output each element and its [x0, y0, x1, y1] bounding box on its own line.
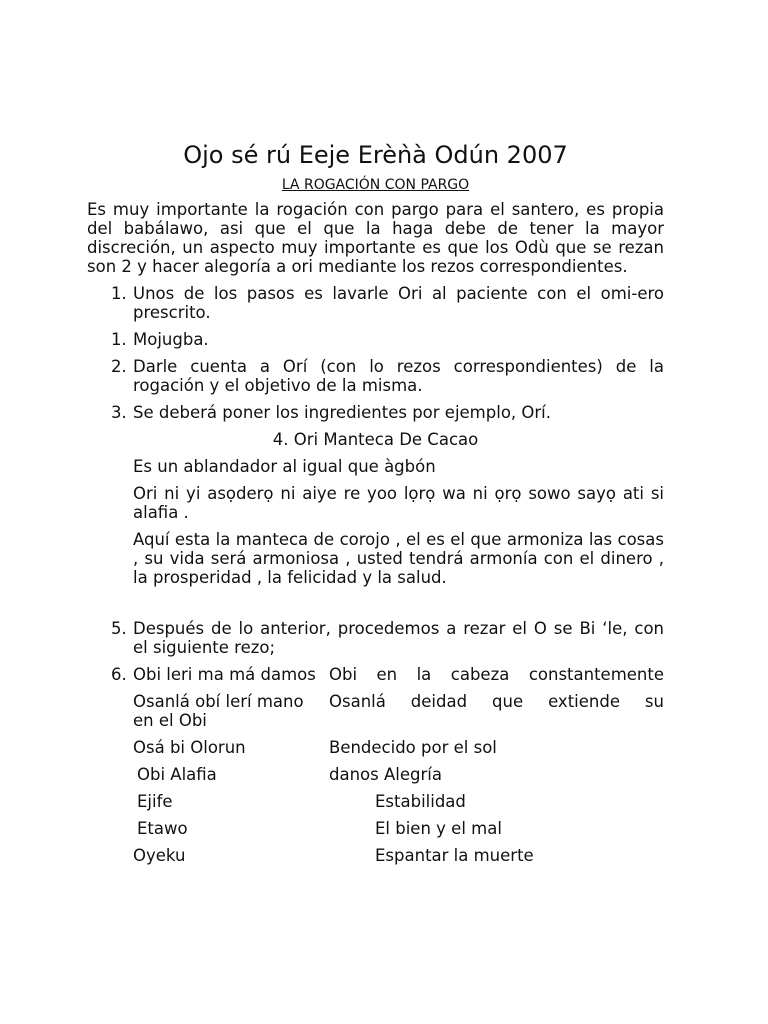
list-text: Darle cuenta a Orí (con lo rezos correspondientes) de la rogación y el objetivo de la misma. [133, 357, 664, 395]
prayer-spanish: Obi en la cabeza constantemente [329, 665, 664, 684]
list-number: 3. [111, 403, 127, 422]
prayer-row [87, 792, 664, 811]
list-item [87, 357, 664, 395]
prayer-row [87, 692, 664, 730]
document-page [87, 140, 664, 873]
intro-paragraph: Es muy importante la rogación con pargo para el santero, es propia del babálawo, asi que el que la haga debe de tener la mayor discreción, un aspecto muy importante es que los Odù que se rezan son 2 y hacer alegoría a ori mediante los rezos correspondientes. [87, 200, 664, 276]
prayer-yoruba: Ejife [137, 792, 173, 811]
prayer-row [87, 765, 664, 784]
prayer-spanish: El bien y el mal [375, 819, 502, 838]
list-text: Se deberá poner los ingredientes por ejemplo, Orí. [133, 403, 552, 422]
list-number: 2. [111, 357, 127, 376]
list-number: 6. [111, 665, 127, 684]
section-subtitle: LA ROGACIÓN CON PARGO [281, 177, 470, 193]
body-paragraph: Aquí esta la manteca de corojo , el es el que armoniza las cosas , su vida será armoniosa , usted tendrá armonía con el dinero , la prosperidad , la felicidad y la salud. [133, 530, 664, 587]
body-paragraph: Es un ablandador al igual que àgbón [133, 457, 436, 476]
prayer-yoruba: Osá bi Olorun [133, 738, 246, 757]
prayer-spanish: danos Alegría [329, 765, 442, 784]
prayer-yoruba: Obi Alafia [137, 765, 217, 784]
prayer-yoruba: Etawo [137, 819, 188, 838]
prayer-spanish: Espantar la muerte [375, 846, 534, 865]
prayer-spanish: Bendecido por el sol [329, 738, 497, 757]
list-item [87, 330, 664, 349]
list-item [87, 619, 664, 657]
item-four-heading: 4. Ori Manteca De Cacao [272, 430, 479, 449]
list-number: 5. [111, 619, 127, 638]
prayer-yoruba: Osanlá obí lerí mano en el Obi [133, 692, 304, 730]
prayer-yoruba: Obi leri ma má damos [133, 665, 316, 684]
list-item [87, 403, 664, 422]
page-title: Ojo sé rú Eeje Erèǹà Odún 2007 [183, 141, 568, 169]
body-paragraph: Ori ni yi asọderọ ni aiye re yoo lọrọ wa ni ọrọ sowo sayọ ati si alafia . [133, 484, 664, 522]
prayer-spanish: Estabilidad [375, 792, 466, 811]
prayer-row [87, 819, 664, 838]
prayer-row [87, 846, 664, 865]
list-item [87, 284, 664, 322]
prayer-spanish: Osanlá deidad que extiende su [329, 692, 664, 711]
list-number: 1. [111, 284, 127, 303]
prayer-yoruba: Oyeku [133, 846, 186, 865]
prayer-row [87, 665, 664, 684]
list-text: Después de lo anterior, procedemos a rezar el O se Bi ‘le, con el siguiente rezo; [133, 619, 664, 657]
list-text: Mojugba. [133, 330, 209, 349]
prayer-row [87, 738, 664, 757]
list-number: 1. [111, 330, 127, 349]
list-text: Unos de los pasos es lavarle Ori al paciente con el omi-ero prescrito. [133, 284, 664, 322]
